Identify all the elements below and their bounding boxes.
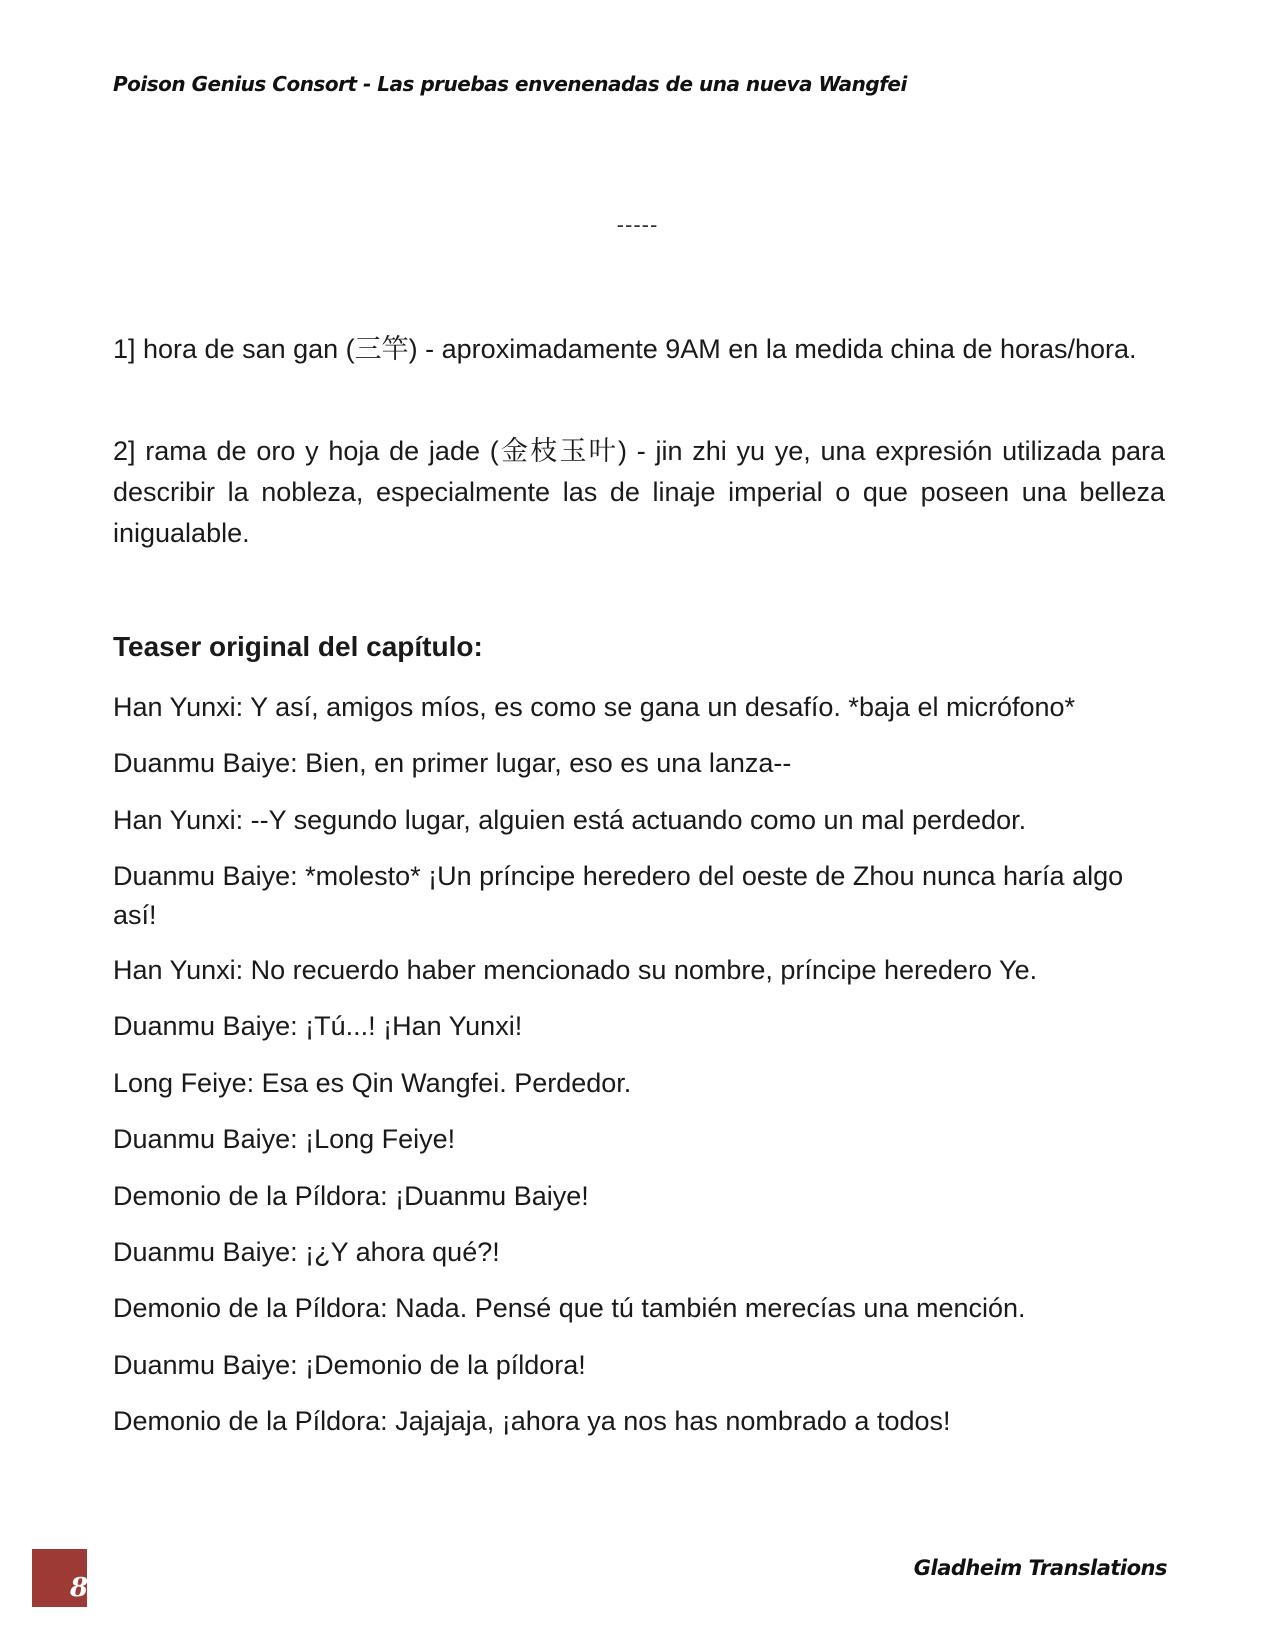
dialogue-line: Duanmu Baiye: ¡Tú...! ¡Han Yunxi! (113, 1011, 523, 1041)
dialogue-line: Long Feiye: Esa es Qin Wangfei. Perdedor. (113, 1068, 632, 1098)
dialogue-line: Demonio de la Píldora: Nada. Pensé que tú también merecías una mención. (113, 1293, 1026, 1323)
dialogue-line: Duanmu Baiye: *molesto* ¡Un príncipe heredero del oeste de Zhou nunca haría algo así! (113, 861, 1124, 930)
dialogue-line: Duanmu Baiye: ¡Demonio de la píldora! (113, 1350, 586, 1380)
dialogue-line: Demonio de la Píldora: ¡Duanmu Baiye! (113, 1181, 589, 1211)
dialogue-line: Demonio de la Píldora: Jajajaja, ¡ahora ya nos has nombrado a todos! (113, 1406, 951, 1436)
footnote-1: 1] hora de san gan (三竿) - aproximadamente 9AM en la medida china de horas/hora. (113, 334, 1137, 364)
footer-credit: Gladheim Translations (913, 1556, 1167, 1580)
dialogue-line: Han Yunxi: No recuerdo haber mencionado su nombre, príncipe heredero Ye. (113, 955, 1038, 985)
dialogue-line: Han Yunxi: --Y segundo lugar, alguien está actuando como un mal perdedor. (113, 805, 1027, 835)
dialogue-line: Han Yunxi: Y así, amigos míos, es como se gana un desafío. *baja el micrófono* (113, 692, 1076, 722)
dialogue-line: Duanmu Baiye: Bien, en primer lugar, eso es una lanza-- (113, 748, 792, 778)
page-number-underline (32, 1604, 87, 1607)
dialogue-line: Duanmu Baiye: ¡Long Feiye! (113, 1124, 456, 1154)
running-header-title: Poison Genius Consort - Las pruebas envenenadas de una nueva Wangfei (113, 72, 907, 96)
page-number: 8 (70, 1573, 89, 1603)
section-divider: ----- (616, 212, 659, 237)
section-heading: Teaser original del capítulo: (113, 631, 483, 662)
dialogue-line: Duanmu Baiye: ¡¿Y ahora qué?! (113, 1237, 500, 1267)
footnote-2: 2] rama de oro y hoja de jade (金枝玉叶) - jin zhi yu ye, una expresión utilizada para describir la nobleza, especialmente las de linaje imperial o que poseen una belleza inigualable. (113, 436, 1165, 548)
